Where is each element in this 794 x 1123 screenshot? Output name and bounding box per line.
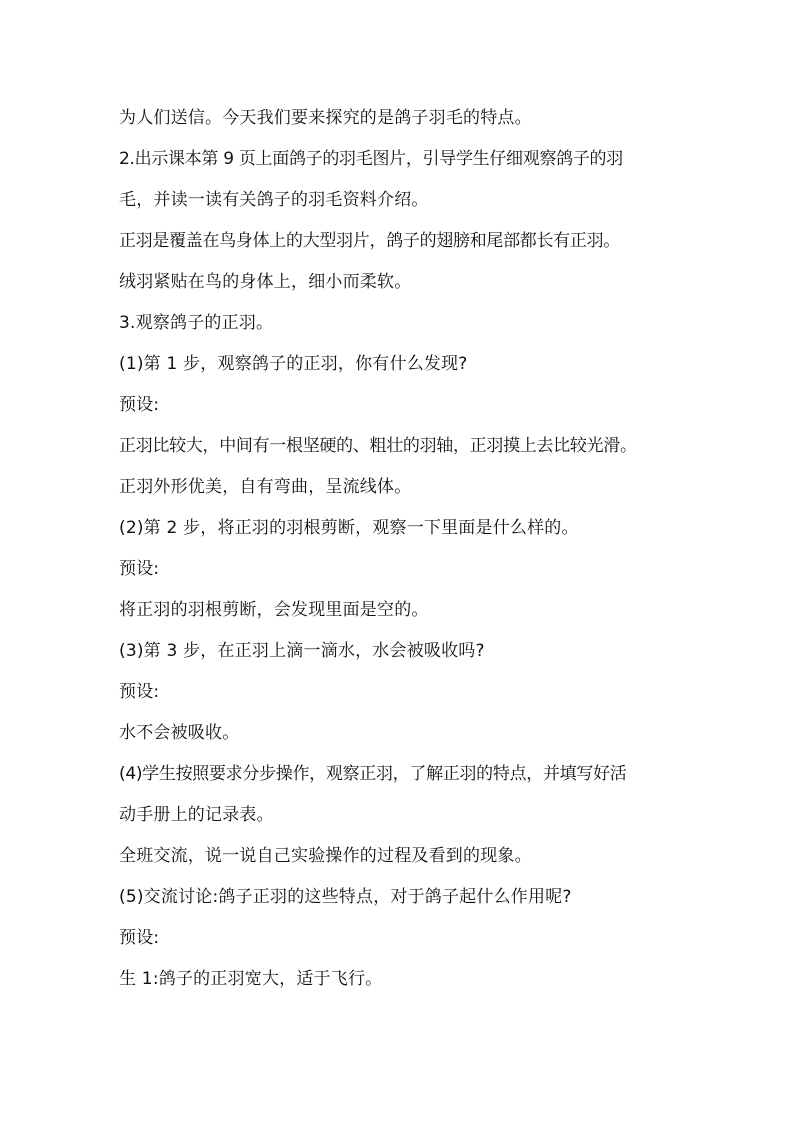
paragraph-line: 毛，并读一读有关鸽子的羽毛资料介绍。 — [119, 190, 429, 210]
preset-label: 预设: — [119, 682, 160, 702]
paragraph-line: 生 1:鸽子的正羽宽大，适于飞行。 — [119, 969, 383, 989]
paragraph-line: 2.出示课本第 9 页上面鸽子的羽毛图片，引导学生仔细观察鸽子的羽 — [119, 149, 623, 169]
paragraph-line: 为人们送信。今天我们要来探究的是鸽子羽毛的特点。 — [119, 108, 532, 128]
step-line: (5)交流讨论:鸽子正羽的这些特点，对于鸽子起什么作用呢? — [119, 887, 572, 907]
paragraph-line: 正羽是覆盖在鸟身体上的大型羽片，鸽子的翅膀和尾部都长有正羽。 — [119, 231, 620, 251]
paragraph-line: 正羽比较大，中间有一根坚硬的、粗壮的羽轴，正羽摸上去比较光滑。 — [119, 436, 637, 456]
paragraph-line: 水不会被吸收。 — [119, 723, 240, 743]
preset-label: 预设: — [119, 395, 160, 415]
paragraph-line: 绒羽紧贴在鸟的身体上，细小而柔软。 — [119, 272, 412, 292]
paragraph-line: 正羽外形优美，自有弯曲，呈流线体。 — [119, 477, 412, 497]
paragraph-line: 动手册上的记录表。 — [119, 805, 274, 825]
step-line: (1)第 1 步，观察鸽子的正羽，你有什么发现? — [119, 354, 468, 374]
step-line: (2)第 2 步，将正羽的羽根剪断，观察一下里面是什么样的。 — [119, 518, 579, 538]
step-line: (4)学生按照要求分步操作，观察正羽，了解正羽的特点，并填写好活 — [119, 764, 627, 784]
paragraph-line: 将正羽的羽根剪断，会发现里面是空的。 — [119, 600, 429, 620]
preset-label: 预设: — [119, 928, 160, 948]
preset-label: 预设: — [119, 559, 160, 579]
paragraph-line: 全班交流，说一说自己实验操作的过程及看到的现象。 — [119, 846, 532, 866]
section-heading: 3.观察鸽子的正羽。 — [119, 313, 274, 333]
document-body — [119, 98, 689, 1000]
step-line: (3)第 3 步，在正羽上滴一滴水，水会被吸收吗? — [119, 641, 485, 661]
